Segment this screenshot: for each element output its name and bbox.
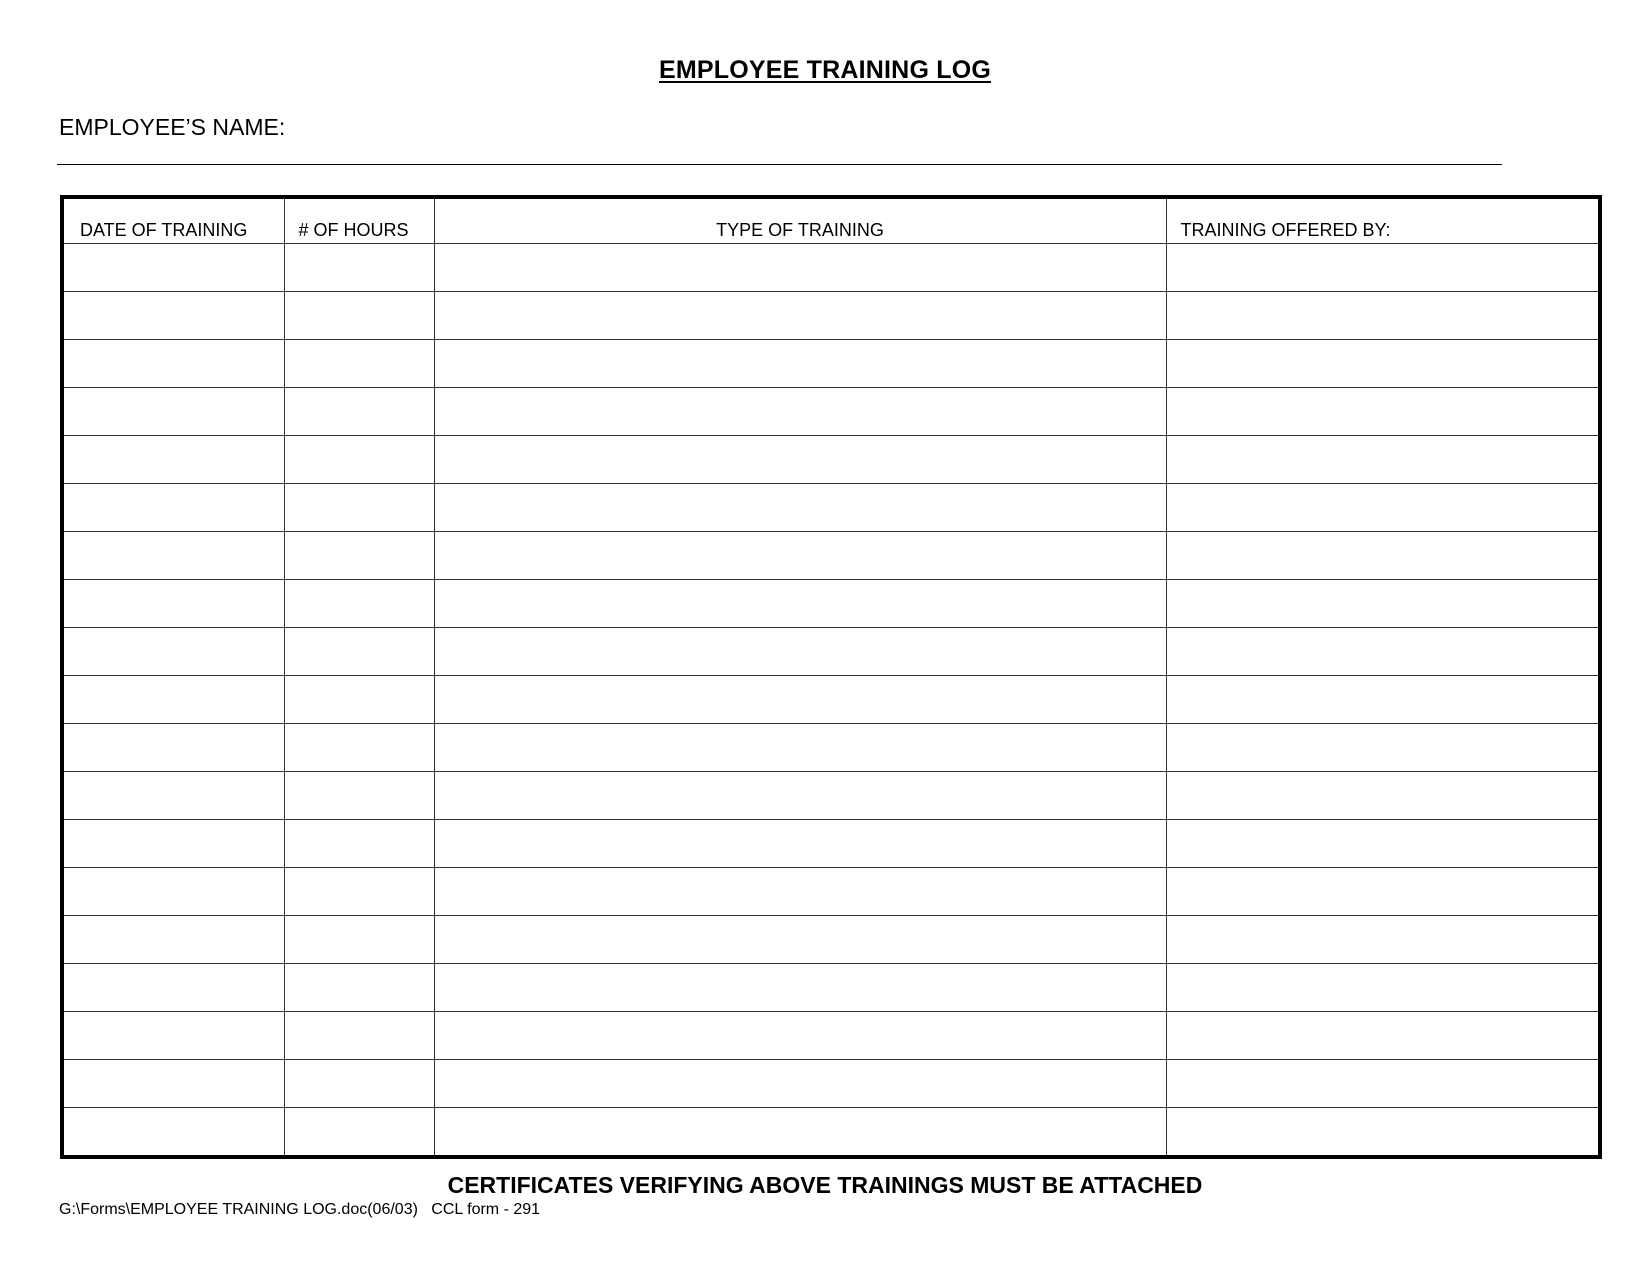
- table-row: [62, 1012, 1600, 1060]
- cell-hours[interactable]: [284, 292, 434, 340]
- cell-type[interactable]: [434, 532, 1166, 580]
- cell-type[interactable]: [434, 1108, 1166, 1158]
- cell-date[interactable]: [62, 916, 284, 964]
- table-row: [62, 1108, 1600, 1158]
- cell-offered-by[interactable]: [1166, 1060, 1600, 1108]
- cell-hours[interactable]: [284, 916, 434, 964]
- table-row: [62, 244, 1600, 292]
- cell-hours[interactable]: [284, 1060, 434, 1108]
- cell-date[interactable]: [62, 532, 284, 580]
- header-type-of-training: TYPE OF TRAINING: [434, 197, 1166, 244]
- table-body: [62, 244, 1600, 1158]
- cell-type[interactable]: [434, 436, 1166, 484]
- cell-offered-by[interactable]: [1166, 388, 1600, 436]
- cell-date[interactable]: [62, 484, 284, 532]
- table-row: [62, 484, 1600, 532]
- employee-name-label: EMPLOYEE’S NAME:: [59, 114, 286, 140]
- footer-form-id: CCL form - 291: [431, 1201, 541, 1218]
- cell-offered-by[interactable]: [1166, 868, 1600, 916]
- cell-offered-by[interactable]: [1166, 1108, 1600, 1158]
- table-row: [62, 580, 1600, 628]
- cell-offered-by[interactable]: [1166, 580, 1600, 628]
- cell-offered-by[interactable]: [1166, 628, 1600, 676]
- cell-hours[interactable]: [284, 340, 434, 388]
- cell-hours[interactable]: [284, 820, 434, 868]
- cell-type[interactable]: [434, 244, 1166, 292]
- cell-hours[interactable]: [284, 868, 434, 916]
- cell-date[interactable]: [62, 1108, 284, 1158]
- training-log-table: [60, 195, 1602, 1159]
- cell-date[interactable]: [62, 964, 284, 1012]
- cell-offered-by[interactable]: [1166, 820, 1600, 868]
- table-row: [62, 724, 1600, 772]
- table-row: [62, 868, 1600, 916]
- cell-hours[interactable]: [284, 1012, 434, 1060]
- cell-hours[interactable]: [284, 532, 434, 580]
- header-training-offered-by: TRAINING OFFERED BY:: [1166, 197, 1600, 244]
- cell-date[interactable]: [62, 580, 284, 628]
- cell-date[interactable]: [62, 676, 284, 724]
- cell-hours[interactable]: [284, 964, 434, 1012]
- header-date-of-training: DATE OF TRAINING: [62, 197, 284, 244]
- cell-offered-by[interactable]: [1166, 340, 1600, 388]
- cell-hours[interactable]: [284, 676, 434, 724]
- cell-date[interactable]: [62, 244, 284, 292]
- cell-date[interactable]: [62, 292, 284, 340]
- table-row: [62, 340, 1600, 388]
- cell-date[interactable]: [62, 628, 284, 676]
- table-row: [62, 532, 1600, 580]
- cell-date[interactable]: [62, 820, 284, 868]
- cell-offered-by[interactable]: [1166, 532, 1600, 580]
- cell-hours[interactable]: [284, 436, 434, 484]
- cell-type[interactable]: [434, 292, 1166, 340]
- cell-offered-by[interactable]: [1166, 724, 1600, 772]
- cell-hours[interactable]: [284, 244, 434, 292]
- cell-hours[interactable]: [284, 724, 434, 772]
- cell-offered-by[interactable]: [1166, 484, 1600, 532]
- cell-date[interactable]: [62, 868, 284, 916]
- cell-hours[interactable]: [284, 1108, 434, 1158]
- cell-type[interactable]: [434, 628, 1166, 676]
- table-row: [62, 292, 1600, 340]
- cell-date[interactable]: [62, 1060, 284, 1108]
- page-title: EMPLOYEE TRAINING LOG: [659, 56, 991, 84]
- cell-hours[interactable]: [284, 628, 434, 676]
- cell-type[interactable]: [434, 388, 1166, 436]
- cell-hours[interactable]: [284, 484, 434, 532]
- table-row: [62, 964, 1600, 1012]
- cell-hours[interactable]: [284, 388, 434, 436]
- cell-type[interactable]: [434, 916, 1166, 964]
- cell-type[interactable]: [434, 964, 1166, 1012]
- cell-date[interactable]: [62, 436, 284, 484]
- cell-date[interactable]: [62, 1012, 284, 1060]
- employee-name-line[interactable]: [57, 164, 1502, 165]
- table-row: [62, 916, 1600, 964]
- cell-type[interactable]: [434, 868, 1166, 916]
- cell-type[interactable]: [434, 340, 1166, 388]
- cell-date[interactable]: [62, 388, 284, 436]
- cell-hours[interactable]: [284, 580, 434, 628]
- cell-type[interactable]: [434, 1060, 1166, 1108]
- cell-date[interactable]: [62, 772, 284, 820]
- table-row: [62, 772, 1600, 820]
- cell-offered-by[interactable]: [1166, 292, 1600, 340]
- table-header-row: [62, 197, 1600, 244]
- footer: [59, 1201, 540, 1219]
- cell-offered-by[interactable]: [1166, 916, 1600, 964]
- cell-date[interactable]: [62, 340, 284, 388]
- footer-file-path: G:\Forms\EMPLOYEE TRAINING LOG.doc(06/03): [59, 1201, 418, 1218]
- certificates-notice: CERTIFICATES VERIFYING ABOVE TRAININGS MUST BE ATTACHED: [447, 1172, 1203, 1198]
- cell-date[interactable]: [62, 724, 284, 772]
- cell-type[interactable]: [434, 1012, 1166, 1060]
- cell-type[interactable]: [434, 724, 1166, 772]
- cell-type[interactable]: [434, 820, 1166, 868]
- cell-type[interactable]: [434, 484, 1166, 532]
- cell-offered-by[interactable]: [1166, 964, 1600, 1012]
- cell-offered-by[interactable]: [1166, 1012, 1600, 1060]
- cell-type[interactable]: [434, 772, 1166, 820]
- table-row: [62, 628, 1600, 676]
- cell-offered-by[interactable]: [1166, 676, 1600, 724]
- table-row: [62, 388, 1600, 436]
- table-row: [62, 436, 1600, 484]
- cell-type[interactable]: [434, 580, 1166, 628]
- table-row: [62, 1060, 1600, 1108]
- cell-offered-by[interactable]: [1166, 244, 1600, 292]
- cell-hours[interactable]: [284, 772, 434, 820]
- header-number-of-hours: # OF HOURS: [284, 197, 434, 244]
- cell-offered-by[interactable]: [1166, 436, 1600, 484]
- table-row: [62, 676, 1600, 724]
- table-row: [62, 820, 1600, 868]
- cell-type[interactable]: [434, 676, 1166, 724]
- cell-offered-by[interactable]: [1166, 772, 1600, 820]
